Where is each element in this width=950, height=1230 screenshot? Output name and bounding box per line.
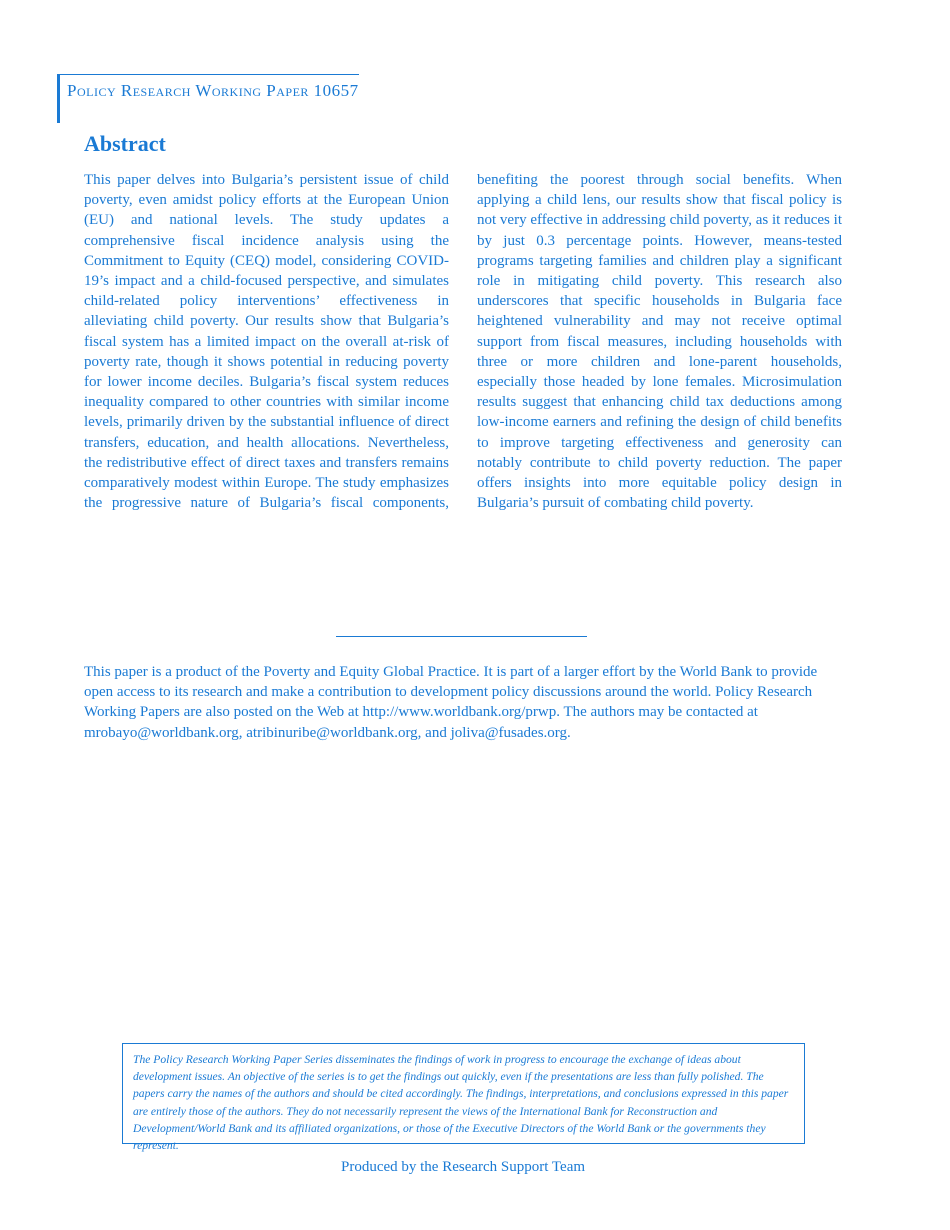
product-note: This paper is a product of the Poverty and Equity Global Practice. It is part of a larger effort by the World Bank to provide open access to its research and make a contribution to development policy discussions around the world. Policy Research Working Papers are also posted on the Web at http://www.worldbank.org/prwp. The authors may be contacted at mrobayo@worldbank.org, atribinuribe@worldbank.org, and joliva@fusades.org. <box>84 664 818 741</box>
abstract-text: This paper delves into Bulgaria’s persistent issue of child poverty, even amidst policy efforts at the European Union (EU) and national levels. The study updates a comprehensive fiscal incidence analysis using the Commitment to Equity (CEQ) model, considering COVID-19’s impact and a child-focused perspective, and simulates child-related policy interventions’ effectiveness in alleviating child poverty. Our results show that Bulgaria’s fiscal system has a limited impact on the overall at-risk of poverty rate, though it shows potential in reducing poverty for lower income deciles. Bulgaria’s fiscal system reduces inequality compared to other countries with similar income levels, primarily driven by the substantial influence of direct transfers, education, and health allocations. Nevertheless, the redistributive effect of direct taxes and transfers remains comparatively modest within Europe. The study emphasizes the progressive nature of Bulgaria’s fiscal components, benefiting the poorest through social benefits. When applying a child lens, our results show that fiscal policy is not very effective in addressing child poverty, as it reduces it by just 0.3 percentage points. However, means-tested programs targeting families and children play a significant role in mitigating child poverty. This research also underscores that specific households in Bulgaria face heightened vulnerability and may not receive optimal support from fiscal measures, including households with three or more children and lone-parent households, especially those headed by lone females. Microsimulation results suggest that enhancing child tax deductions among low-income earners and refining the design of child benefits to improve targeting effectiveness and generosity can notably contribute to child poverty reduction. The paper offers insights into more equitable policy design in Bulgaria’s pursuit of combating child poverty. <box>84 172 842 512</box>
abstract-body <box>84 170 842 515</box>
header-accent-bar <box>57 74 60 123</box>
series-title: Policy Research Working Paper 10657 <box>67 81 359 100</box>
disclaimer-text: The Policy Research Working Paper Series disseminates the findings of work in progress to encourage the exchange of ideas about development issues. An objective of the series is to get the findings out quickly, even if the presentations are less than fully polished. The papers carry the names of the authors and should be cited accordingly. The findings, interpretations, and conclusions expressed in this paper are entirely those of the authors. They do not necessarily represent the views of the International Bank for Reconstruction and Development/World Bank and its affiliated organizations, or those of the Executive Directors of the World Bank or the governments they represent. <box>133 1053 789 1153</box>
disclaimer-box <box>122 1043 805 1153</box>
section-divider <box>336 636 587 637</box>
abstract-heading: Abstract <box>84 131 166 156</box>
header-rule <box>57 74 359 75</box>
produced-by: Produced by the Research Support Team <box>340 1159 586 1175</box>
